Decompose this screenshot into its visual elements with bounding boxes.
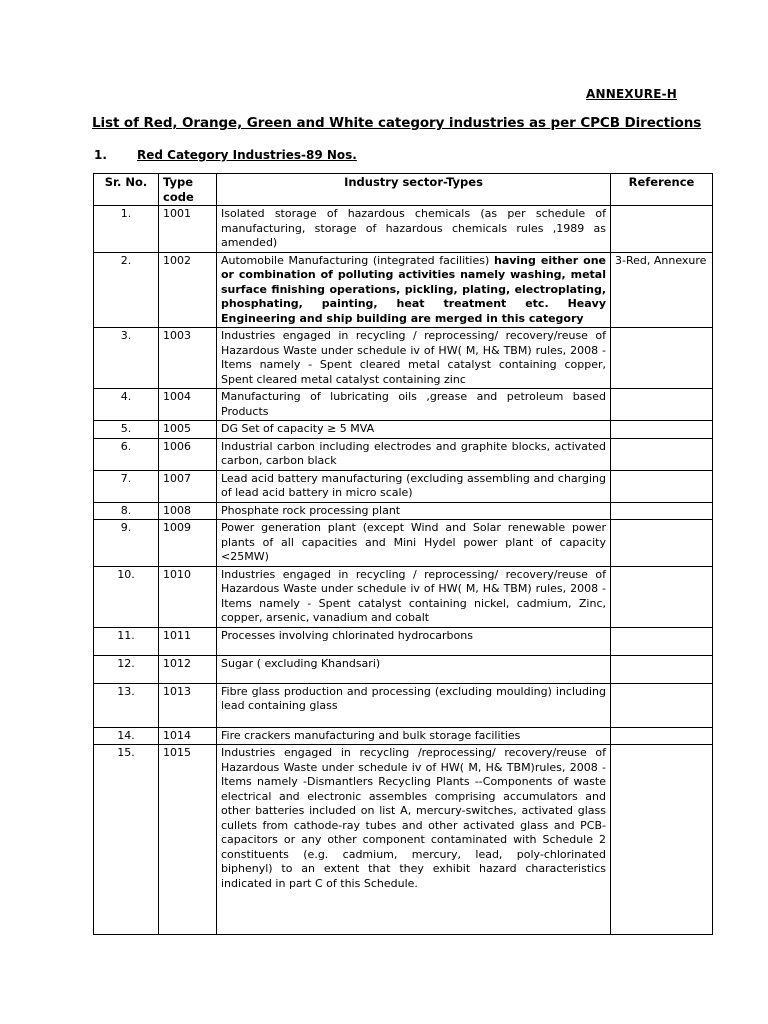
cell-code: 1009 (159, 520, 217, 567)
cell-sector: Processes involving chlorinated hydrocarbons (217, 627, 611, 655)
cell-reference (611, 683, 713, 727)
cell-sector: Industries engaged in recycling / reprocessing/ recovery/reuse of Hazardous Waste under schedule iv of HW( M, H& TBM) rules, 2008 - Items namely - Spent cleared metal catalyst containing copper, Spent cleared metal catalyst containing zinc (217, 328, 611, 389)
cell-code: 1011 (159, 627, 217, 655)
cell-sector: Industries engaged in recycling / reprocessing/ recovery/reuse of Hazardous Waste under schedule iv of HW( M, H& TBM) rules, 2008 - Items namely - Spent catalyst containing nickel, cadmium, Zinc, copper, arsenic, vanadium and cobalt (217, 566, 611, 627)
table-row (94, 520, 713, 567)
table-header-row (94, 174, 713, 206)
cell-code: 1014 (159, 727, 217, 745)
cell-sr: 12. (94, 655, 159, 683)
cell-reference (611, 655, 713, 683)
header-type-code: Type code (159, 174, 217, 206)
cell-sr: 13. (94, 683, 159, 727)
cell-sector: Power generation plant (except Wind and Solar renewable power plants of all capacities and Mini Hydel power plant of capacity <25MW) (217, 520, 611, 567)
table-row (94, 470, 713, 502)
cell-sector: Industrial carbon including electrodes and graphite blocks, activated carbon, carbon black (217, 438, 611, 470)
cell-sector: DG Set of capacity ≥ 5 MVA (217, 421, 611, 439)
table-row (94, 655, 713, 683)
cell-sr: 9. (94, 520, 159, 567)
cell-reference (611, 627, 713, 655)
cell-reference (611, 328, 713, 389)
cell-reference (611, 745, 713, 935)
sector-text-plain: Automobile Manufacturing (integrated facilities) (221, 253, 494, 267)
cell-sr: 7. (94, 470, 159, 502)
table-row (94, 328, 713, 389)
table-row (94, 421, 713, 439)
cell-code: 1001 (159, 206, 217, 253)
cell-reference (611, 206, 713, 253)
cell-sr: 5. (94, 421, 159, 439)
document-title: List of Red, Orange, Green and White category industries as per CPCB Directions (92, 115, 702, 131)
cell-code: 1004 (159, 389, 217, 421)
cell-sr: 8. (94, 502, 159, 520)
cell-code: 1007 (159, 470, 217, 502)
table-row (94, 727, 713, 745)
table-row (94, 206, 713, 253)
cell-reference (611, 502, 713, 520)
cell-code: 1006 (159, 438, 217, 470)
cell-sector: Industries engaged in recycling /reprocessing/ recovery/reuse of Hazardous Waste under schedule iv of HW( M, H& TBM)rules, 2008 - Items namely -Dismantlers Recycling Plants --Components of waste electrical and electronic assembles comprising accumulators and other batteries included on list A, mercury-switches, activated glass cullets from cathode-ray tubes and other activated glass and PCB-capacitors or any other component contaminated with Schedule 2 constituents (e.g. cadmium, mercury, lead, poly-chlorinated biphenyl) to an extent that they exhibit hazard characteristics indicated in part C of this Schedule. (217, 745, 611, 935)
cell-sr: 15. (94, 745, 159, 935)
table-row (94, 438, 713, 470)
table-row (94, 252, 713, 328)
cell-reference (611, 421, 713, 439)
section-title: Red Category Industries-89 Nos. (137, 148, 357, 162)
annexure-label: ANNEXURE-H (586, 87, 678, 101)
cell-sr: 6. (94, 438, 159, 470)
cell-reference (611, 470, 713, 502)
cell-reference (611, 438, 713, 470)
cell-code: 1013 (159, 683, 217, 727)
cell-sector: Fibre glass production and processing (excluding moulding) including lead containing glass (217, 683, 611, 727)
cell-reference (611, 520, 713, 567)
table-row (94, 502, 713, 520)
cell-reference (611, 389, 713, 421)
cell-sector: Isolated storage of hazardous chemicals (as per schedule of manufacturing, storage of hazardous chemicals rules ,1989 as amended) (217, 206, 611, 253)
section-number: 1. (94, 148, 107, 162)
header-sector: Industry sector-Types (217, 174, 611, 206)
cell-sr: 2. (94, 252, 159, 328)
table-row (94, 389, 713, 421)
cell-sector: Manufacturing of lubricating oils ,grease and petroleum based Products (217, 389, 611, 421)
cell-code: 1012 (159, 655, 217, 683)
cell-code: 1003 (159, 328, 217, 389)
table-row (94, 566, 713, 627)
cell-sector: Sugar ( excluding Khandsari) (217, 655, 611, 683)
cell-code: 1010 (159, 566, 217, 627)
cell-sr: 3. (94, 328, 159, 389)
cell-code: 1015 (159, 745, 217, 935)
table-row (94, 745, 713, 935)
header-reference: Reference (611, 174, 713, 206)
cell-sector: Lead acid battery manufacturing (excluding assembling and charging of lead acid battery in micro scale) (217, 470, 611, 502)
cell-sector: Phosphate rock processing plant (217, 502, 611, 520)
cell-sr: 11. (94, 627, 159, 655)
cell-sector (217, 252, 611, 328)
sector-text-bold: having either one or combination of polluting activities namely washing, metal surface finishing operations, pickling, plating, electroplating, phosphating, painting, heat treatment etc. Heavy Engineering and ship building are merged in this category (221, 253, 606, 325)
cell-reference (611, 727, 713, 745)
cell-sector: Fire crackers manufacturing and bulk storage facilities (217, 727, 611, 745)
cell-code: 1008 (159, 502, 217, 520)
cell-sr: 1. (94, 206, 159, 253)
cell-reference (611, 566, 713, 627)
cell-code: 1002 (159, 252, 217, 328)
industries-table (93, 173, 713, 935)
cell-code: 1005 (159, 421, 217, 439)
cell-reference: 3-Red, Annexure (611, 252, 713, 328)
table-row (94, 627, 713, 655)
cell-sr: 10. (94, 566, 159, 627)
cell-sr: 14. (94, 727, 159, 745)
cell-sr: 4. (94, 389, 159, 421)
table-row (94, 683, 713, 727)
header-sr-no: Sr. No. (94, 174, 159, 206)
